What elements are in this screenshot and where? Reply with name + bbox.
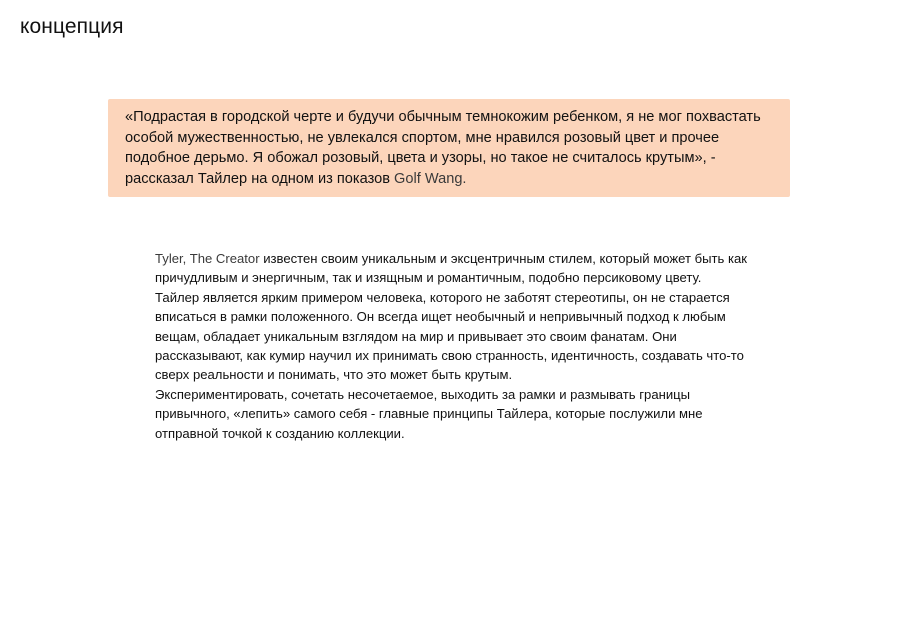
quote-block [108, 99, 790, 197]
artist-name: Tyler, The Creator [155, 251, 260, 266]
paragraph-intro-text: известен своим уникальным и эксцентричным стилем, который может быть как причудливым и энергичным, так и изящным и романтичным, подобно персиковому цвету. [155, 251, 747, 286]
paragraph-principles: Экспериментировать, сочетать несочетаемое, выходить за рамки и размывать границы привычного, «лепить» самого себя - главные принципы Тайлера, которые послужили мне отправной точкой к созданию коллекции. [155, 386, 703, 441]
quote-text: «Подрастая в городской черте и будучи обычным темнокожим ребенком, я не мог похвастать особой мужественностью, не увлекался спортом, мне нравился розовый цвет и прочее подобное дерьмо. Я обожал розовый, цвета и узоры, но такое не считалось крутым», - рассказал Тайлер на одном из показов [125, 109, 761, 187]
paragraph-stereotypes: Тайлер является ярким примером человека, которого не заботят стереотипы, он не старается вписаться в рамки положенного. Он всегда ищет необычный и непривычный подход к любым вещам, обладает уникальным взглядом на мир и привывает это своим фанатам. Они рассказывают, как кумир научил их принимать свою странность, идентичность, создавать что-то сверх реальности и понимать, что это может быть крутым. [155, 289, 744, 383]
concept-description [155, 249, 760, 443]
page-title: концепция [20, 15, 124, 38]
quote-brand: Golf Wang. [394, 170, 467, 187]
paragraph-intro [155, 249, 760, 288]
